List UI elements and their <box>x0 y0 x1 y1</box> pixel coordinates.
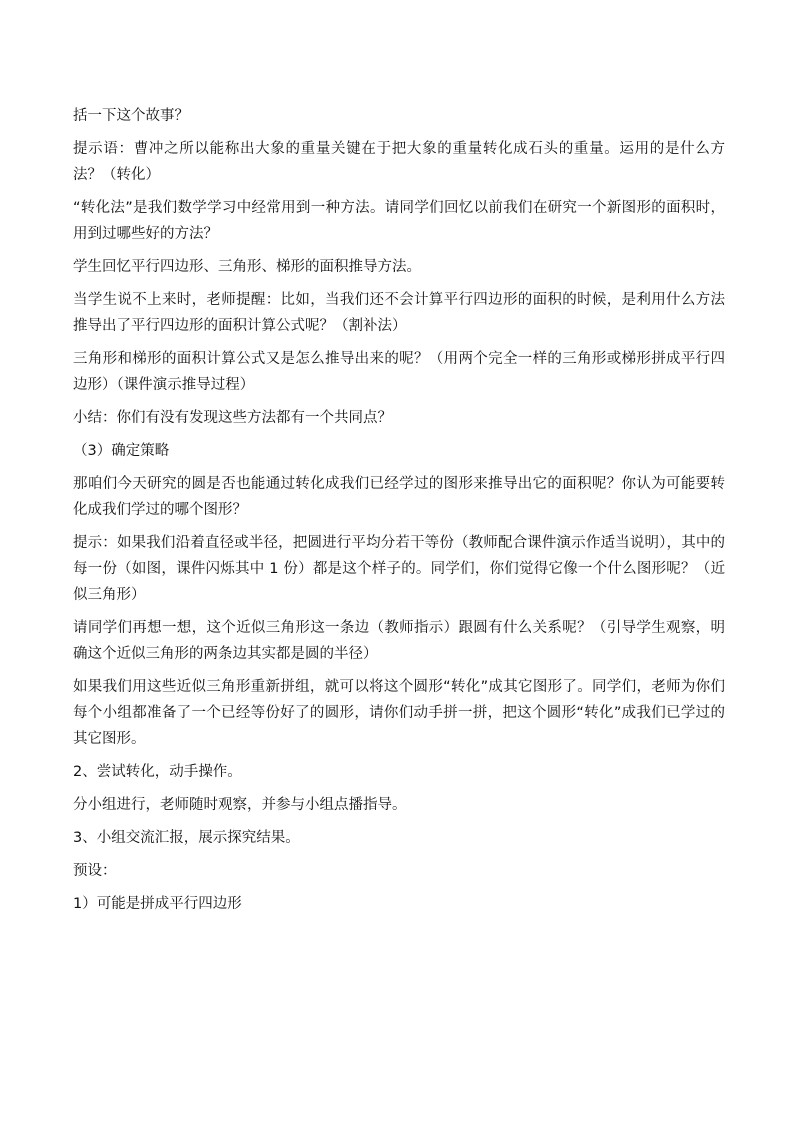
paragraph-summary: 小结：你们有没有发现这些方法都有一个共同点？ <box>73 410 392 426</box>
paragraph-circle-question: 那咱们今天研究的圆是否也能通过转化成我们已经学过的图形来推导出它的面积呢？你认为可能要转化成我们学过的哪个图形？ <box>73 476 725 518</box>
paragraph-teacher-reminder: 当学生说不上来时，老师提醒：比如，当我们还不会计算平行四边形的面积的时候，是利用什么方法推导出了平行四边形的面积计算公式呢？（割补法） <box>73 292 725 334</box>
paragraph-conversion-method: “转化法”是我们数学学习中经常用到一种方法。请同学们回忆以前我们在研究一个新图形的面积时，用到过哪些好的方法？ <box>73 200 725 242</box>
paragraph-triangle-trapezoid: 三角形和梯形的面积计算公式又是怎么推导出来的呢？（用两个完全一样的三角形或梯形拼成平行四边形）（课件演示推导过程） <box>73 351 725 393</box>
paragraph-triangle-edge: 请同学们再想一想，这个近似三角形这一条边（教师指示）跟圆有什么关系呢？（引导学生观察，明确这个近似三角形的两条边其实都是圆的半径） <box>73 620 725 662</box>
step-heading-try-conversion: 2、尝试转化，动手操作。 <box>73 764 242 780</box>
paragraph-preset-parallelogram: 1）可能是拼成平行四边形 <box>73 896 242 912</box>
paragraph-group-work: 分小组进行，老师随时观察，并参与小组点播指导。 <box>73 797 407 813</box>
paragraph-hint-division: 提示：如果我们沿着直径或半径，把圆进行平均分若干等份（教师配合课件演示作适当说明），其中的每一份（如图，课件闪烁其中 1 份）都是这个样子的。同学们，你们觉得它像一个什么图形呢？（近似三角形） <box>73 535 725 603</box>
section-heading-strategy: （3）确定策略 <box>73 443 170 459</box>
paragraph-preset-label: 预设： <box>73 863 117 879</box>
paragraph-hint-conversion: 提示语：曹冲之所以能称出大象的重量关键在于把大象的重量转化成石头的重量。运用的是什么方法？（转化） <box>73 141 725 183</box>
document-body <box>73 103 725 924</box>
paragraph-student-recall: 学生回忆平行四边形、三角形、梯形的面积推导方法。 <box>73 259 421 275</box>
paragraph-story-summary: 括一下这个故事？ <box>73 108 189 124</box>
step-heading-group-report: 3、小组交流汇报，展示探究结果。 <box>73 830 300 846</box>
paragraph-regroup: 如果我们用这些近似三角形重新拼组，就可以将这个圆形“转化”成其它图形了。同学们，老师为你们每个小组都准备了一个已经等份好了的圆形，请你们动手拼一拼，把这个圆形“转化”成我们已学过的其它图形。 <box>73 679 725 747</box>
